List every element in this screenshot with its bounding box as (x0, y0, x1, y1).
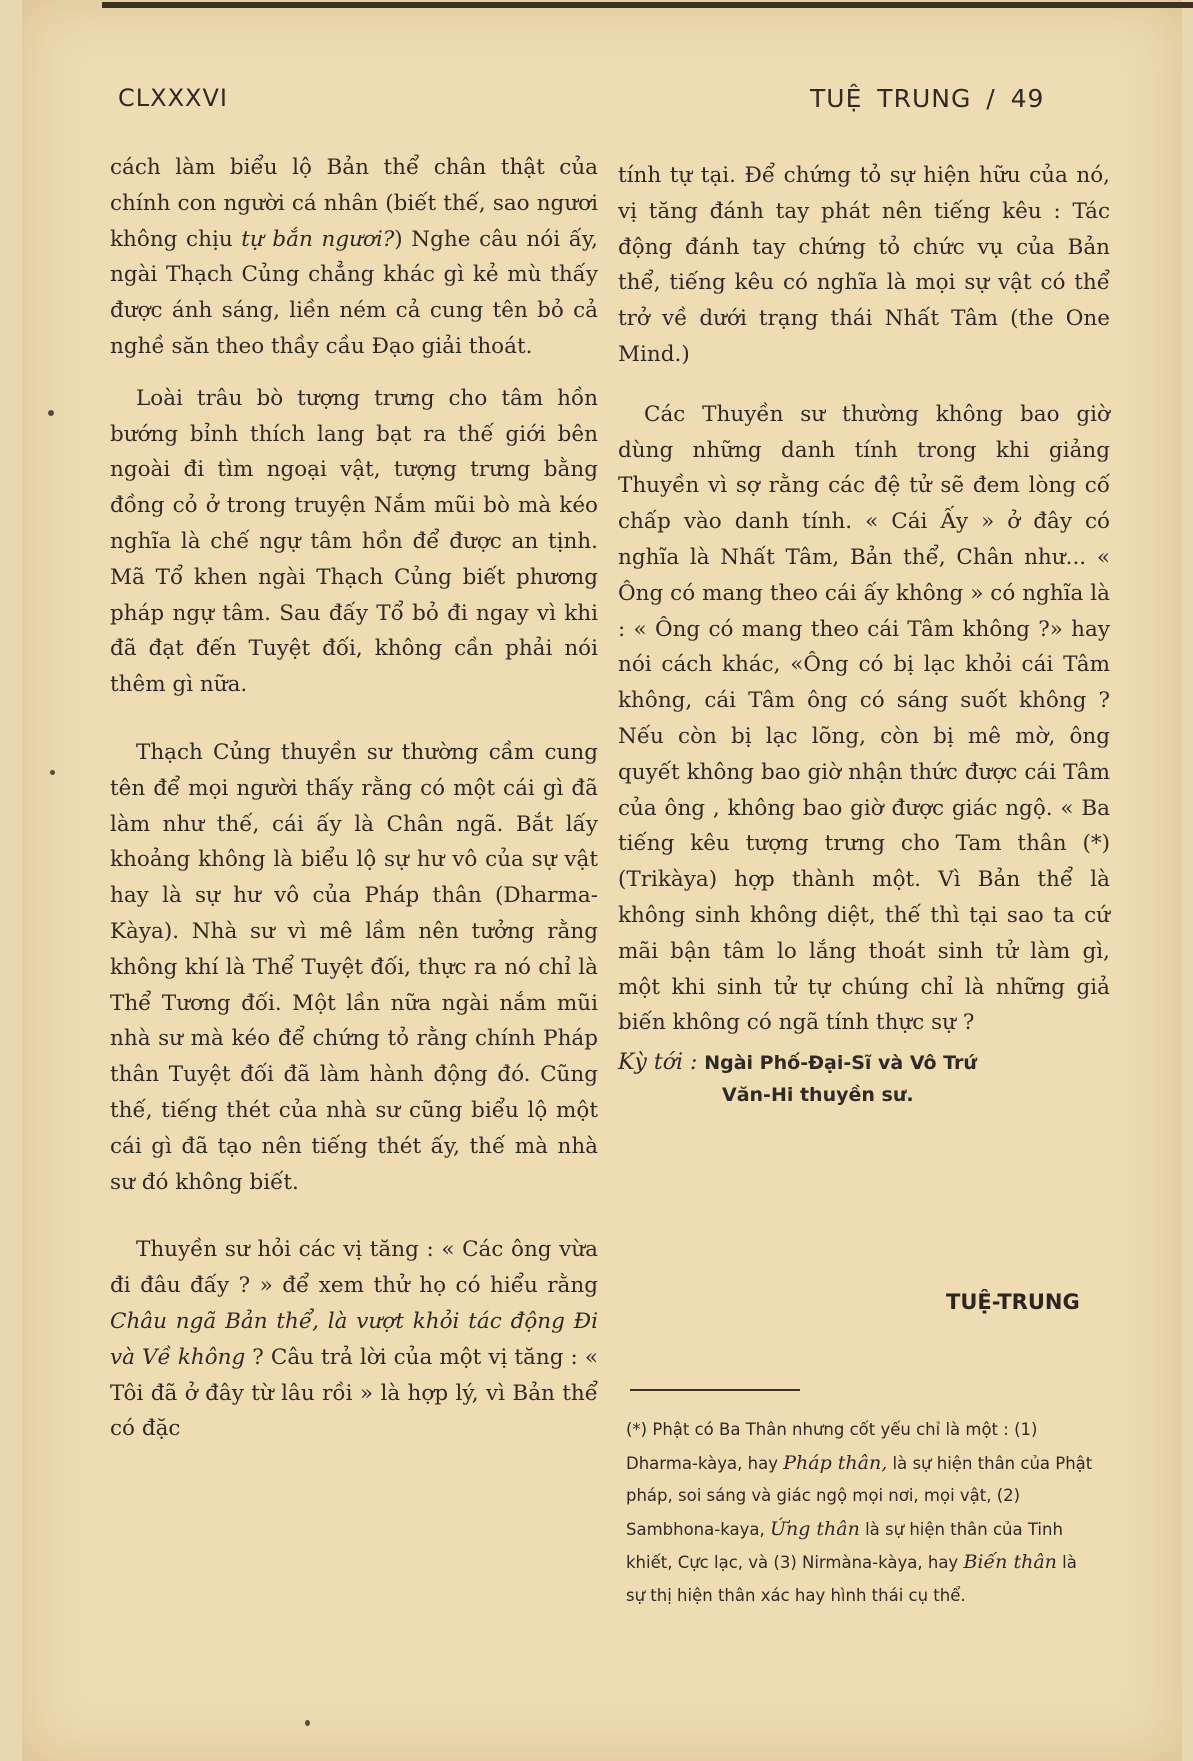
text: là sự thị hiện thân xác hay hình thái cụ thể. (626, 1553, 1077, 1605)
next-issue-label: Kỳ tới : (618, 1050, 698, 1076)
author-signature: TUỆ-TRUNG (946, 1290, 1080, 1314)
paper-speck (48, 410, 54, 416)
italic-text: Pháp thân, (783, 1451, 888, 1474)
paragraph: Loài trâu bò tượng trưng cho tâm hồn bướng bỉnh thích lang bạt ra thế giới bên ngoài đi tìm ngoại vật, tượng trưng bằng đồng cỏ ở trong truyện Nắm mũi bò mà kéo nghĩa là chế ngự tâm hồn để được an tịnh. Mã Tổ khen ngài Thạch Củng biết phương pháp ngự tâm. Sau đấy Tổ bỏ đi ngay vì khi đã đạt đến Tuyệt đối, không cần phải nói thêm gì nữa. (110, 385, 598, 698)
left-column (110, 150, 598, 1447)
italic-text: Biến thân (963, 1551, 1057, 1573)
paper-speck (50, 770, 55, 775)
paragraph (110, 1232, 598, 1447)
text: là sự hiện thân của Phật pháp, soi sáng và giác ngộ mọi nơi, mọi vật, (2) Sambhona-kaya, (626, 1453, 1093, 1539)
text: ? Câu trả lời của một vị tăng : « Tôi đã ở đây từ lâu rồi » là hợp lý, vì Bản thể có đặc (110, 1344, 598, 1442)
paper-speck (305, 1720, 310, 1726)
paragraph: Các Thuyền sư thường không bao giờ dùng những danh tính trong khi giảng Thuyền vì sợ rằng các đệ tử sẽ đem lòng cố chấp vào danh tính. « Cái Ấy » ở đây có nghĩa là Nhất Tâm, Bản thể, Chân như... « Ông có mang theo cái ấy không » có nghĩa là : « Ông có mang theo cái Tâm không ?» hay nói cách khác, «Ông có bị lạc khỏi cái Tâm không, cái Tâm ông có sáng suốt không ? Nếu còn bị lạc lõng, còn bị mê mờ, ông quyết không bao giờ nhận thức được cái Tâm của ông , không bao giờ được giác ngộ. « Ba tiếng kêu tượng trưng cho Tam thân (*) (Trikàya) hợp thành một. Vì Bản thể là không sinh không diệt, thế thì tại sao ta cứ mãi bận tâm lo lắng thoát sinh tử làm gì, một khi sinh tử tự chúng chỉ là những giả biến không có ngã tính thực sự ? (618, 401, 1110, 1036)
text: cách làm biểu lộ Bản thể chân thật của chính con người cá nhân (biết thế, sao ngươi không chịu (110, 155, 598, 252)
text: (*) Phật có Ba Thân nhưng cốt yếu chỉ là một : (1) Dharma-kàya, hay (626, 1420, 1038, 1473)
top-border (102, 2, 1193, 8)
text: là sự hiện thân của Tinh khiết, Cực lạc, và (3) Nirmàna-kàya, hay (626, 1519, 1063, 1572)
page-header-left: CLXXXVI (118, 84, 228, 112)
italic-text: Châu ngã Bản thể, là vượt khỏi tác động Đi và Về không (110, 1308, 598, 1370)
next-issue-names: Ngài Phố-Đại-Sĩ và Vô Trứ (704, 1052, 977, 1075)
paragraph: Thạch Củng thuyền sư thường cầm cung tên để mọi người thấy rằng có một cái gì đã làm như thế, cái ấy là Chân ngã. Bắt lấy khoảng không là biểu lộ sự hư vô của sự vật hay là sự hư vô của Pháp thân (Dharma-Kàya). Nhà sư vì mê lầm nên tưởng rằng không khí là Thể Tuyệt đối, thực ra nó chỉ là Thể Tương đối. Một lần nữa ngài nắm mũi nhà sư mà kéo để chứng tỏ rằng chính Pháp thân Tuyệt đối đã làm hành động đó. Cũng thế, tiếng thét của nhà sư cũng biểu lộ một cái gì đã tạo nên tiếng thét ấy, thế mà nhà sư đó không biết. (110, 739, 598, 1195)
paragraph (110, 150, 598, 365)
italic-text: tự bắn ngươi? (241, 226, 395, 252)
next-issue-note (618, 1047, 1110, 1111)
page-header-right: TUỆ TRUNG / 49 (810, 84, 1045, 113)
paragraph: tính tự tại. Để chứng tỏ sự hiện hữu của nó, vị tăng đánh tay phát nên tiếng kêu : Tác động đánh tay chứng tỏ chức vụ của Bản thể, tiếng kêu có nghĩa là mọi sự vật có thể trở về dưới trạng thái Nhất Tâm (the One Mind.) (618, 163, 1110, 367)
text: Thuyền sư hỏi các vị tăng : « Các ông vừa đi đâu đấy ? » để xem thử họ có hiểu rằng (110, 1237, 598, 1299)
footnote-divider (630, 1389, 800, 1391)
italic-text: Ứng thân (769, 1517, 860, 1540)
right-column (618, 158, 1110, 1111)
text: ) Nghe câu nói ấy, ngài Thạch Củng chẳng khác gì kẻ mù thấy được ánh sáng, liền ném cả cung tên bỏ cả nghề săn theo thầy cầu Đạo giải thoát. (110, 226, 598, 359)
next-issue-names-continued: Văn-Hi thuyền sư. (722, 1084, 914, 1107)
footnote (626, 1414, 1096, 1612)
